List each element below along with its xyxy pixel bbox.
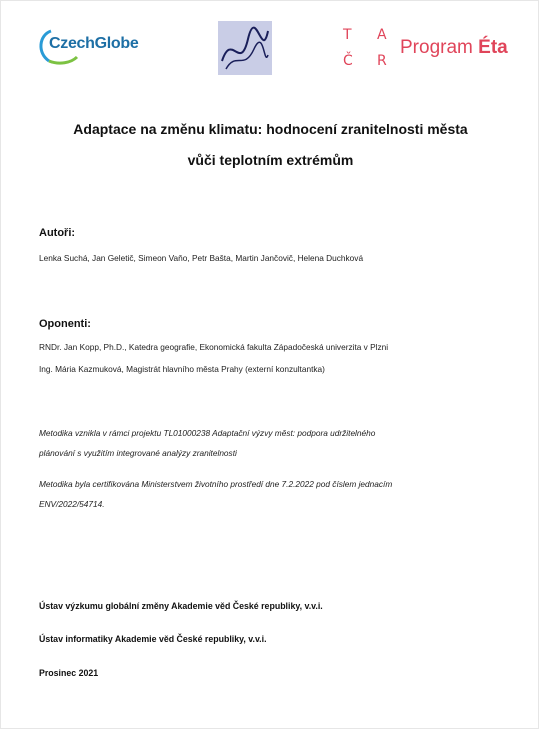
program-prefix: Program bbox=[400, 37, 479, 58]
document-title-line-1: Adaptace na změnu klimatu: hodnocení zranitelnosti města bbox=[73, 121, 468, 137]
authors-heading: Autoři: bbox=[39, 227, 76, 239]
institution-name: Ústav informatiky Akademie věd České republiky, v.v.i. bbox=[39, 634, 267, 644]
certification-note-line-1: Metodika byla certifikována Ministerstvem životního prostředí dne 7.2.2022 pod číslem jednacím bbox=[39, 479, 393, 489]
czechglobe-logo-text: CzechGlobe bbox=[49, 35, 139, 52]
tacr-letter: T bbox=[343, 27, 352, 43]
opponents-heading: Oponenti: bbox=[39, 318, 91, 330]
document-title-line-2: vůči teplotním extrémům bbox=[187, 152, 354, 168]
ics-logo bbox=[218, 21, 272, 75]
institution-name: Ústav výzkumu globální změny Akademie věd České republiky, v.v.i. bbox=[39, 601, 323, 611]
tacr-letter: A bbox=[377, 27, 387, 43]
program-name: Éta bbox=[478, 37, 508, 58]
project-note-line-1: Metodika vznikla v rámci projektu TL01000238 Adaptační výzvy měst: podpora udržitelného bbox=[39, 428, 376, 438]
program-eta-text bbox=[400, 37, 508, 59]
tacr-letter: R bbox=[377, 53, 387, 69]
opponent-item: RNDr. Jan Kopp, Ph.D., Katedra geografie, Ekonomická fakulta Západočeská univerzita v Plzni bbox=[39, 342, 389, 352]
authors-list: Lenka Suchá, Jan Geletič, Simeon Vaňo, Petr Bašta, Martin Jančovič, Helena Duchková bbox=[39, 253, 364, 263]
certification-note-line-2: ENV/2022/54714. bbox=[39, 499, 105, 509]
czechglobe-logo bbox=[37, 25, 147, 67]
opponent-item: Ing. Mária Kazmuková, Magistrát hlavního města Prahy (externí konzultantka) bbox=[39, 364, 325, 374]
publication-date: Prosinec 2021 bbox=[39, 668, 99, 678]
tacr-program-eta-logo bbox=[343, 23, 523, 73]
tacr-letter: Č bbox=[343, 53, 353, 69]
project-note-line-2: plánování s využitím integrované analýzy zranitelnosti bbox=[39, 448, 237, 458]
